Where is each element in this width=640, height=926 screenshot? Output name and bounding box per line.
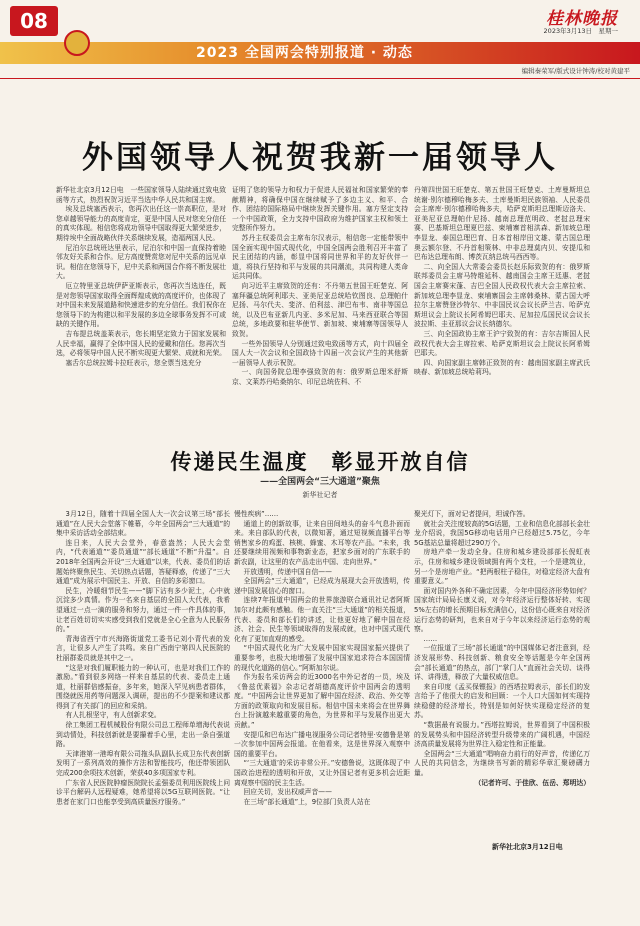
paragraph: 苏丹主权委员会主席布尔汉表示，相信您一定能带领中国全面实现中国式现代化，中国全国两会胜利召开丰富了民主团结的内涵，彰显中国将同世界和平的友好伙伴一道，将执行坚持和平与发展的共同潮流，共同构建人类命运共同体。 — [232, 233, 408, 281]
paper-logo: 桂林晚报 — [546, 9, 618, 29]
main-headline: 外国领导人祝贺我新一届领导人 — [82, 140, 558, 176]
section-title: 2023 全国两会特别报道 · 动态 — [196, 45, 413, 61]
paragraph: 三、向全国政协主席王沪宁致贺的有：吉尔吉斯国人民政权代表大会主席拉索、哈萨克斯坦议会上院议长阿希姆巴耶夫。 — [414, 329, 590, 358]
paragraph: 证明了您的领导力和权力于促进人民福祉和国家繁荣的奉献精神，将确保中国在继续赋予了多边主义、和平、合作、团结的国际格局中继续发挥关键作用。塞方坚定支持一个中国政策，全力支持中国政府为维护国家主权和领土完整所作努力。 — [232, 186, 408, 233]
paragraph: 面对国内外各种不确定因素，今年中国经济形势如何？国家统计局局长康义说，对今年经济运行整体好转、实现5%左右的增长预期目标充满信心，这份信心既来自对经济运行态势的研判，也来自对于今年以来经济运行态势的观察。 — [414, 586, 590, 634]
paragraph: 连续7年报道中国两会的世界旅游联合通讯社记者阿斯加尔对此颇有感触。他一直关注“三大通道”的相关报道，代表、委员和部长们的讲述，让他更好地了解中国在经济、社会、民生等领域取得的发展成就，也对中国式现代化有了更加直观的感受。 — [234, 596, 410, 643]
paragraph: 回应关切，发出权威声音—— — [243, 788, 332, 797]
date-line: 2023年3月13日 星期一 — [543, 27, 618, 35]
paragraph: “这是对我们履职能力的一种认可，也是对我们工作的激励。”看到很多网络一样来自基层的代表、委员走上通道，杜丽群倍感振奋，多年来，她深入罕见病患者群体，围绕就医用药等问题深入调研，提出的不少提案和建议都得到了有关部门的回应和采纳。 — [56, 663, 230, 710]
paragraph: 来自印度《孟买保镖报》的西塔拉姆表示，部长们的发言给予了他很大的启发和回顾：一个人口大国如何实现持续稳健的经济增长，特别是如何好快实现稳定经济的复苏。 — [414, 682, 590, 720]
article1-column-1 — [56, 186, 226, 438]
paragraph: “数据最有说服力。”西塔拉姆说，世界看到了中国积极的发展势头和中国经济转型升级带来的广阔机遇，中国经济高质量发展将为世界注入稳定性和正能量。 — [414, 721, 590, 749]
article2-dateline: 新华社北京3月12日电 — [492, 843, 563, 851]
paragraph: 吉布提总统盖莱表示，您长期坚定致力于国家发展和人民幸福，赢得了全体中国人民的爱戴和信任。您再次当选，必将领导中国人民不断实现更大繁荣、成就和光荣。 — [56, 329, 226, 358]
paragraph: 天津港第一港埠有限公司拖头队副队长成卫东代表创新发明了一系列高效的操作方法和智能技巧，他还带领团队完成200余项技术创新，荣获40多项国家专利。 — [56, 749, 230, 778]
paragraph: 塞舌尔总统拉姆卡拉旺表示，您全票当选充分 — [65, 358, 202, 367]
paragraph: 在三场“部长通道”上，9位部门负责人站在 — [243, 797, 371, 806]
paragraph: 有人扎根坚守，有人创新求变。 — [65, 711, 161, 720]
paragraph: 一位报道了三场“部长通道”的中国媒体记者注意到，经济发展形势、科技创新、粮食安全等话题是今年全国两会“部长通道”的热点，部门“掌门人”直面社会关切、谈得详、讲得透，释放了大量权威信息。 — [414, 644, 590, 682]
article2-column-1 — [56, 510, 230, 866]
article2-subtitle: ——全国两会“三大通道”聚焦 — [260, 477, 380, 487]
paragraph: 安提瓜和巴布达广播电视服务公司记者特里·安德鲁是第一次参加中国两会报道。在他看来，这是世界深入观察中国的重要平台。 — [234, 730, 410, 758]
article2-byline: 新华社记者 — [302, 491, 338, 499]
paragraph: 3月12日，随着十四届全国人大一次会议第三场“部长通道”在人民大会堂落下帷幕，今年全国两会“三大通道”的集中采访活动全部结束。 — [56, 510, 230, 538]
paragraph: 全国两会“三大通道”唱响奋力前行的好声音，传递亿万人民的共同信念，为继续书写新的精彩华章汇聚磅礴力量。 — [414, 749, 590, 778]
header-rule — [0, 78, 640, 79]
paragraph: 广东省人民医院肿瘤医院院长孟强委员利用医院线上问诊平台解码人远程疑难，她希望将以5G互联网医院。“让患者在家门口也能享受到高质量医疗服务。” — [56, 778, 230, 806]
paragraph: （记者许可、于佳欣、伍岳、郑明达） — [474, 778, 590, 787]
paragraph: 通道上的创新故事，让来自田间地头的奋斗气息扑面而来。来自部队的代表，以微知著，通过短视频直播平台等销售家乡的鸡蛋、核桃、蜂蜜、木耳等农产品。“未来，我还要继续用视频和事物新业态，把家乡面对的广东联手的新农副，让这里的农产品走出中国、走向世界。” — [234, 519, 410, 566]
paragraph: 埃及总统塞西表示，您再次出任这一崇高职位，是对您卓越领导能力的高度肯定，更是中国人民对您充分信任的真实体现。相信您将成功领导中国取得更大繁荣进步，期待埃中全面战略伙伴关系继续发展，造福两国人民。 — [56, 205, 226, 242]
paragraph: 丹第四世国王旺楚克、第五世国王旺楚克、土库曼斯坦总统谢·别尔德穆哈梅多夫、土库曼斯坦民族领袖、人民委员会主席库·别尔德穆哈梅多夫，哈萨克斯坦总理斯迈洛夫、亚美尼亚总理帕什尼扬、越南总理范明政、老挝总理宋赛、巴基斯坦总理夏巴兹、柬埔寨首相洪森、新加坡总理李显龙、泰国总理巴育、日本首相岸田文雄、蒙古国总理奥云额尔登、不丹首相策林、中非总理莫内贝、安提瓜和巴布达总理布朗、博茨瓦纳总统马西西等。 — [414, 186, 590, 262]
article1-column-2 — [232, 186, 408, 438]
paragraph: 就社会关注度较高的5G话题，工业和信息化部部长金壮龙介绍说，我国5G移动电话用户已经超过5.75亿，今年5G基站总量将超过290万个。 — [414, 519, 590, 547]
paragraph: 向习近平主席致贺的还有：不丹第五世国王旺楚克、阿塞拜疆总统阿利耶夫、亚美尼亚总统哈钦图良、总理帕什尼扬、马尔代夫、斐济、伯利兹、津巴布韦、南非等国总统，以及巴布亚新几内亚、多米尼加、马来西亚联合等国总统，多地政要和驻华使节、新加坡、柬埔寨等国领导人致贺。 — [232, 281, 408, 338]
page-number: 08 — [10, 6, 58, 36]
paragraph: 连日来，人民大会堂外，春意盎然；人民大会堂内，“代表通道”“委员通道”“部长通道”不断“升温”。自2018年全国两会开设“三大通道”以来，代表、委员们的话题始终聚焦民生、关切热点话题，答疑释惑，传递了“三大通道”成为展示中国民主、开放、自信的多彩窗口。 — [56, 538, 230, 586]
article2-column-2 — [234, 510, 410, 866]
paragraph: “中国式现代化为广大发展中国家实现国家振兴提供了重要参考，也极大地增强了发展中国家追求符合本国国情的现代化道路的信心。”阿斯加尔说。 — [234, 644, 410, 672]
paragraph: 尼泊尔总统班达里表示，尼泊尔和中国一直保持着睦邻友好关系和合作。尼方高度赞赏您对尼中关系的远见卓识。相信在您领导下，尼中关系和两国合作将不断发展壮大。 — [56, 243, 226, 281]
article2-title: 传递民生温度 彰显开放自信 — [170, 450, 470, 474]
paragraph: 作为报名采访两会的近3000名中外记者的一员，埃及《鲁兹优素福》杂志记者胡德高度评价中国两会的透明度。“中国两会让世界更加了解中国在经济、政治、外交等方面的政策取向和发展目标。相信中国未来将会在世界舞台上扮演越来越重要的角色，为世界和平与发展作出更大贡献。” — [234, 673, 410, 730]
paragraph: 一些外国领导人分别通过致电致函等方式，向十四届全国人大一次会议和全国政协十四届一次会议产生的其他新一届领导人表示祝贺。 — [232, 339, 408, 367]
paragraph: 房地产牵一发动全身。住房和城乡建设部部长倪虹表示，住房和城乡建设领域拥有两个支柱，一个是建筑业，另一个是房地产业。“把两根柱子稳住，对稳定经济大盘有重要意义。” — [414, 548, 590, 586]
paragraph: 徐工集团工程机械股份有限公司总工程师单增海代表说到动情处，科技创新就是要攥着手心里，走出一条自强道路。 — [56, 721, 230, 749]
page-header — [0, 0, 640, 42]
paragraph: 全国两会“三大通道”，已经成为展现大会开放透明，传递中国发展信心的窗口。 — [234, 577, 410, 595]
paragraph: 开放透明，传递中国自信—— — [243, 567, 332, 576]
article2-column-3 — [414, 510, 590, 830]
paragraph: 一、向国务院总理李强致贺的有：俄罗斯总理米舒斯京、文莱苏丹哈桑纳尔、印尼总统佐科、不 — [232, 368, 408, 386]
paragraph: …… — [423, 634, 438, 643]
paragraph: 民生，冷暖细节民生——“脚下沾有多少泥土，心中就沉淀多少真情。作为一名来自基层的全国人大代表，我希望通过一点一滴的服务和努力，通过一件一件具体的事，让老百姓切切实实感受到我们党就是全心全意为人民服务的。” — [56, 586, 230, 634]
paragraph: 新华社北京3月12日电 一些国家领导人陆续通过致电致函等方式，热烈祝贺习近平当选中华人民共和国主席。 — [56, 186, 226, 204]
paragraph: 青海省西宁市兴海路街道党工委书记刘小青代表的发言，让很多人产生了共鸣。来自广西南宁第四人民医院的杜丽群委员就是其中之一。 — [56, 634, 230, 662]
paragraph: 厄立特里亚总统伊萨亚斯表示，您再次当选连任，既是对您领导国家取得全面辉煌成就的高度评价，也体现了对中国未来发展道路和快速进步的充分信任。我们祝你在您领导下的为构建以和平发展的多边全球事务发挥不可或缺的关键作用。 — [56, 281, 226, 329]
paragraph: 聚光灯下，面对记者提问，坦诚作答。 — [414, 510, 530, 518]
paragraph: 慢性疾病”…… — [234, 510, 279, 518]
article1-column-3 — [414, 186, 590, 438]
paragraph: 二、向全国人大常委会委员长赵乐际致贺的有：俄罗斯联邦委员会主席马特维延科、越南国会主席王廷惠、老挝国会主席赛宋蓬、吉巴全国人民政权代表大会主席拉索、新加坡总理李显龙、柬埔寨国会主席韩桑林、蒙古国大呼拉尔主席赞登沙特尔、中非国民议会议长萨兰吉、哈萨克斯坦议会上院议长阿希姆巴耶夫、尼加拉瓜国民议会议长波拉斯、圭亚那议会议长纳德尔。 — [414, 262, 590, 329]
paragraph: 四、向国家副主席韩正致贺的有：越南国家副主席武氏映春、新加坡总统哈莉玛。 — [414, 358, 590, 377]
paragraph: “‘三大通道’的采访非常公开。”安德鲁说，这既体现了中国政治进程的透明和开放，又让外国记者有更多机会近距离观察中国的民主生活。 — [234, 759, 410, 787]
editor-line: 编辑秦荣军/版式设计钟涛/校对黄建平 — [521, 67, 630, 75]
emblem-icon — [64, 30, 90, 56]
